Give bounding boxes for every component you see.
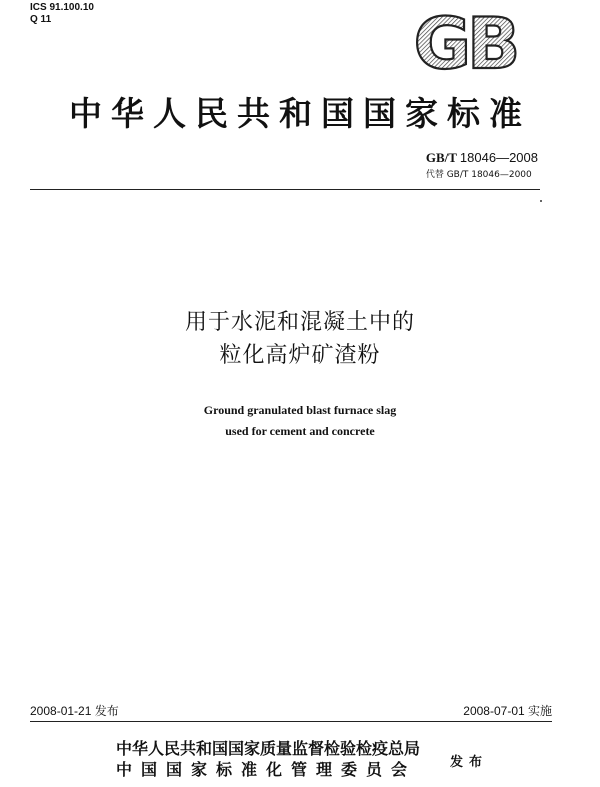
standard-category-title: 中华人民共和国国家标准 [69,94,531,133]
document-title-en-line-2: used for cement and concrete [225,424,375,438]
document-title-cn-line-2: 粒化高炉矿渣粉 [219,343,381,368]
issuing-authorities [116,738,420,780]
gb-logo-text: GB [413,10,517,74]
document-title-en-line-1: Ground granulated blast furnace slag [203,403,397,417]
standard-number-block [426,150,538,180]
gb-logo [402,10,528,74]
footer-divider [30,721,552,722]
document-title-english [0,400,600,442]
replaces-standard: 代替 GB/T 18046—2000 [425,170,532,180]
header-divider [30,189,540,190]
release-date: 2008-01-21 发布 [30,704,119,718]
standard-number-prefix: GB/T [425,150,457,165]
standard-number [426,150,538,166]
document-title-cn-line-1: 用于水泥和混凝土中的 [184,310,415,335]
issuer-aqsiq: 中华人民共和国国家质量监督检验检疫总局 [116,739,421,758]
ics-code: ICS 91.100.10 [30,2,94,13]
scan-speck [540,200,542,202]
document-title-chinese [0,306,600,372]
issuer-sac: 中国国家标准化管理委员会 [116,760,417,779]
implementation-date: 2008-07-01 实施 [463,704,552,718]
publish-label: 发布 [450,755,489,770]
classification-codes [30,2,94,26]
ccs-code: Q 11 [30,14,52,25]
standard-number-value: 18046—2008 [459,150,538,165]
